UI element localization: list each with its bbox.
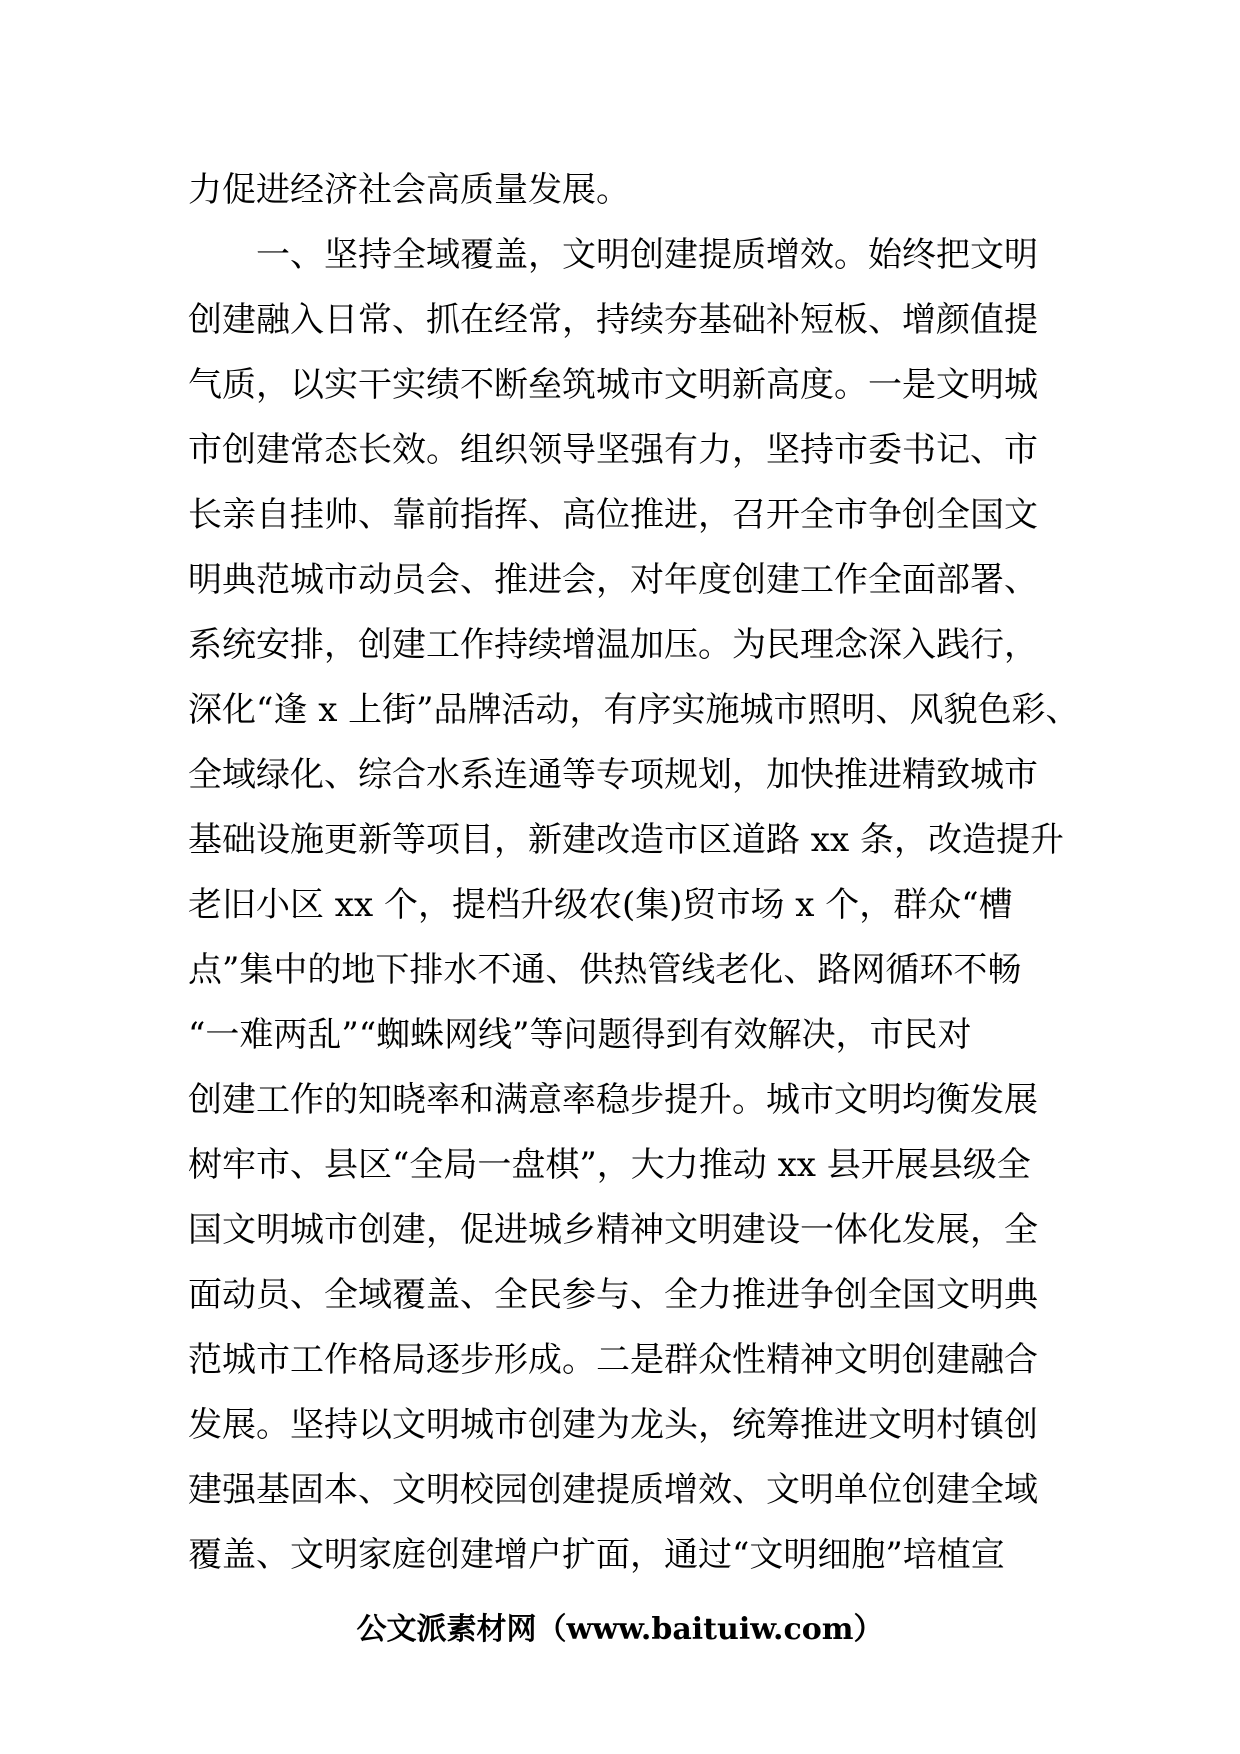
text-line: 明典范城市动员会、推进会，对年度创建工作全面部署、	[188, 560, 1038, 600]
text-line: 市创建常态长效。组织领导坚强有力，坚持市委书记、市	[188, 430, 1038, 470]
text-line: 长亲自挂帅、靠前指挥、高位推进，召开全市争创全国文	[188, 495, 1038, 535]
footer-source: 公文派素材网（www.baituiw.com）	[356, 1612, 884, 1647]
text-line: 树牢市、县区“全局一盘棋”，大力推动 xx 县开展县级全	[188, 1145, 1031, 1185]
text-line: 基础设施更新等项目，新建改造市区道路 xx 条，改造提升	[188, 820, 1064, 860]
body-text	[188, 158, 1080, 1588]
text-line: 深化“逢 x 上街”品牌活动，有序实施城市照明、风貌色彩、	[188, 690, 1080, 730]
text-line: 系统安排，创建工作持续增温加压。为民理念深入践行，	[188, 625, 1038, 665]
text-line: 覆盖、文明家庭创建增户扩面，通过“文明细胞”培植宣	[188, 1535, 1005, 1575]
text-line: 老旧小区 xx 个，提档升级农(集)贸市场 x 个，群众“槽	[188, 885, 1013, 925]
text-line: “一难两乱”“蜘蛛网线”等问题得到有效解决，市民对	[188, 1015, 972, 1055]
text-line: 面动员、全域覆盖、全民参与、全力推进争创全国文明典	[188, 1275, 1038, 1315]
text-line: 气质，以实干实绩不断垒筑城市文明新高度。一是文明城	[188, 365, 1038, 405]
text-line: 创建融入日常、抓在经常，持续夯基础补短板、增颜值提	[188, 300, 1038, 340]
text-line: 力促进经济社会高质量发展。	[188, 170, 630, 210]
text-line: 范城市工作格局逐步形成。二是群众性精神文明创建融合	[188, 1340, 1038, 1380]
text-line: 发展。坚持以文明城市创建为龙头，统筹推进文明村镇创	[188, 1405, 1038, 1445]
text-line: 国文明城市创建，促进城乡精神文明建设一体化发展，全	[188, 1210, 1038, 1250]
text-line: 建强基固本、文明校园创建提质增效、文明单位创建全域	[188, 1470, 1038, 1510]
text-line: 创建工作的知晓率和满意率稳步提升。城市文明均衡发展	[188, 1080, 1038, 1120]
text-line: 全域绿化、综合水系连通等专项规划，加快推进精致城市	[188, 755, 1038, 795]
text-line: 一、坚持全域覆盖，文明创建提质增效。始终把文明	[188, 235, 1038, 275]
text-line: 点”集中的地下排水不通、供热管线老化、路网循环不畅	[188, 950, 1022, 990]
